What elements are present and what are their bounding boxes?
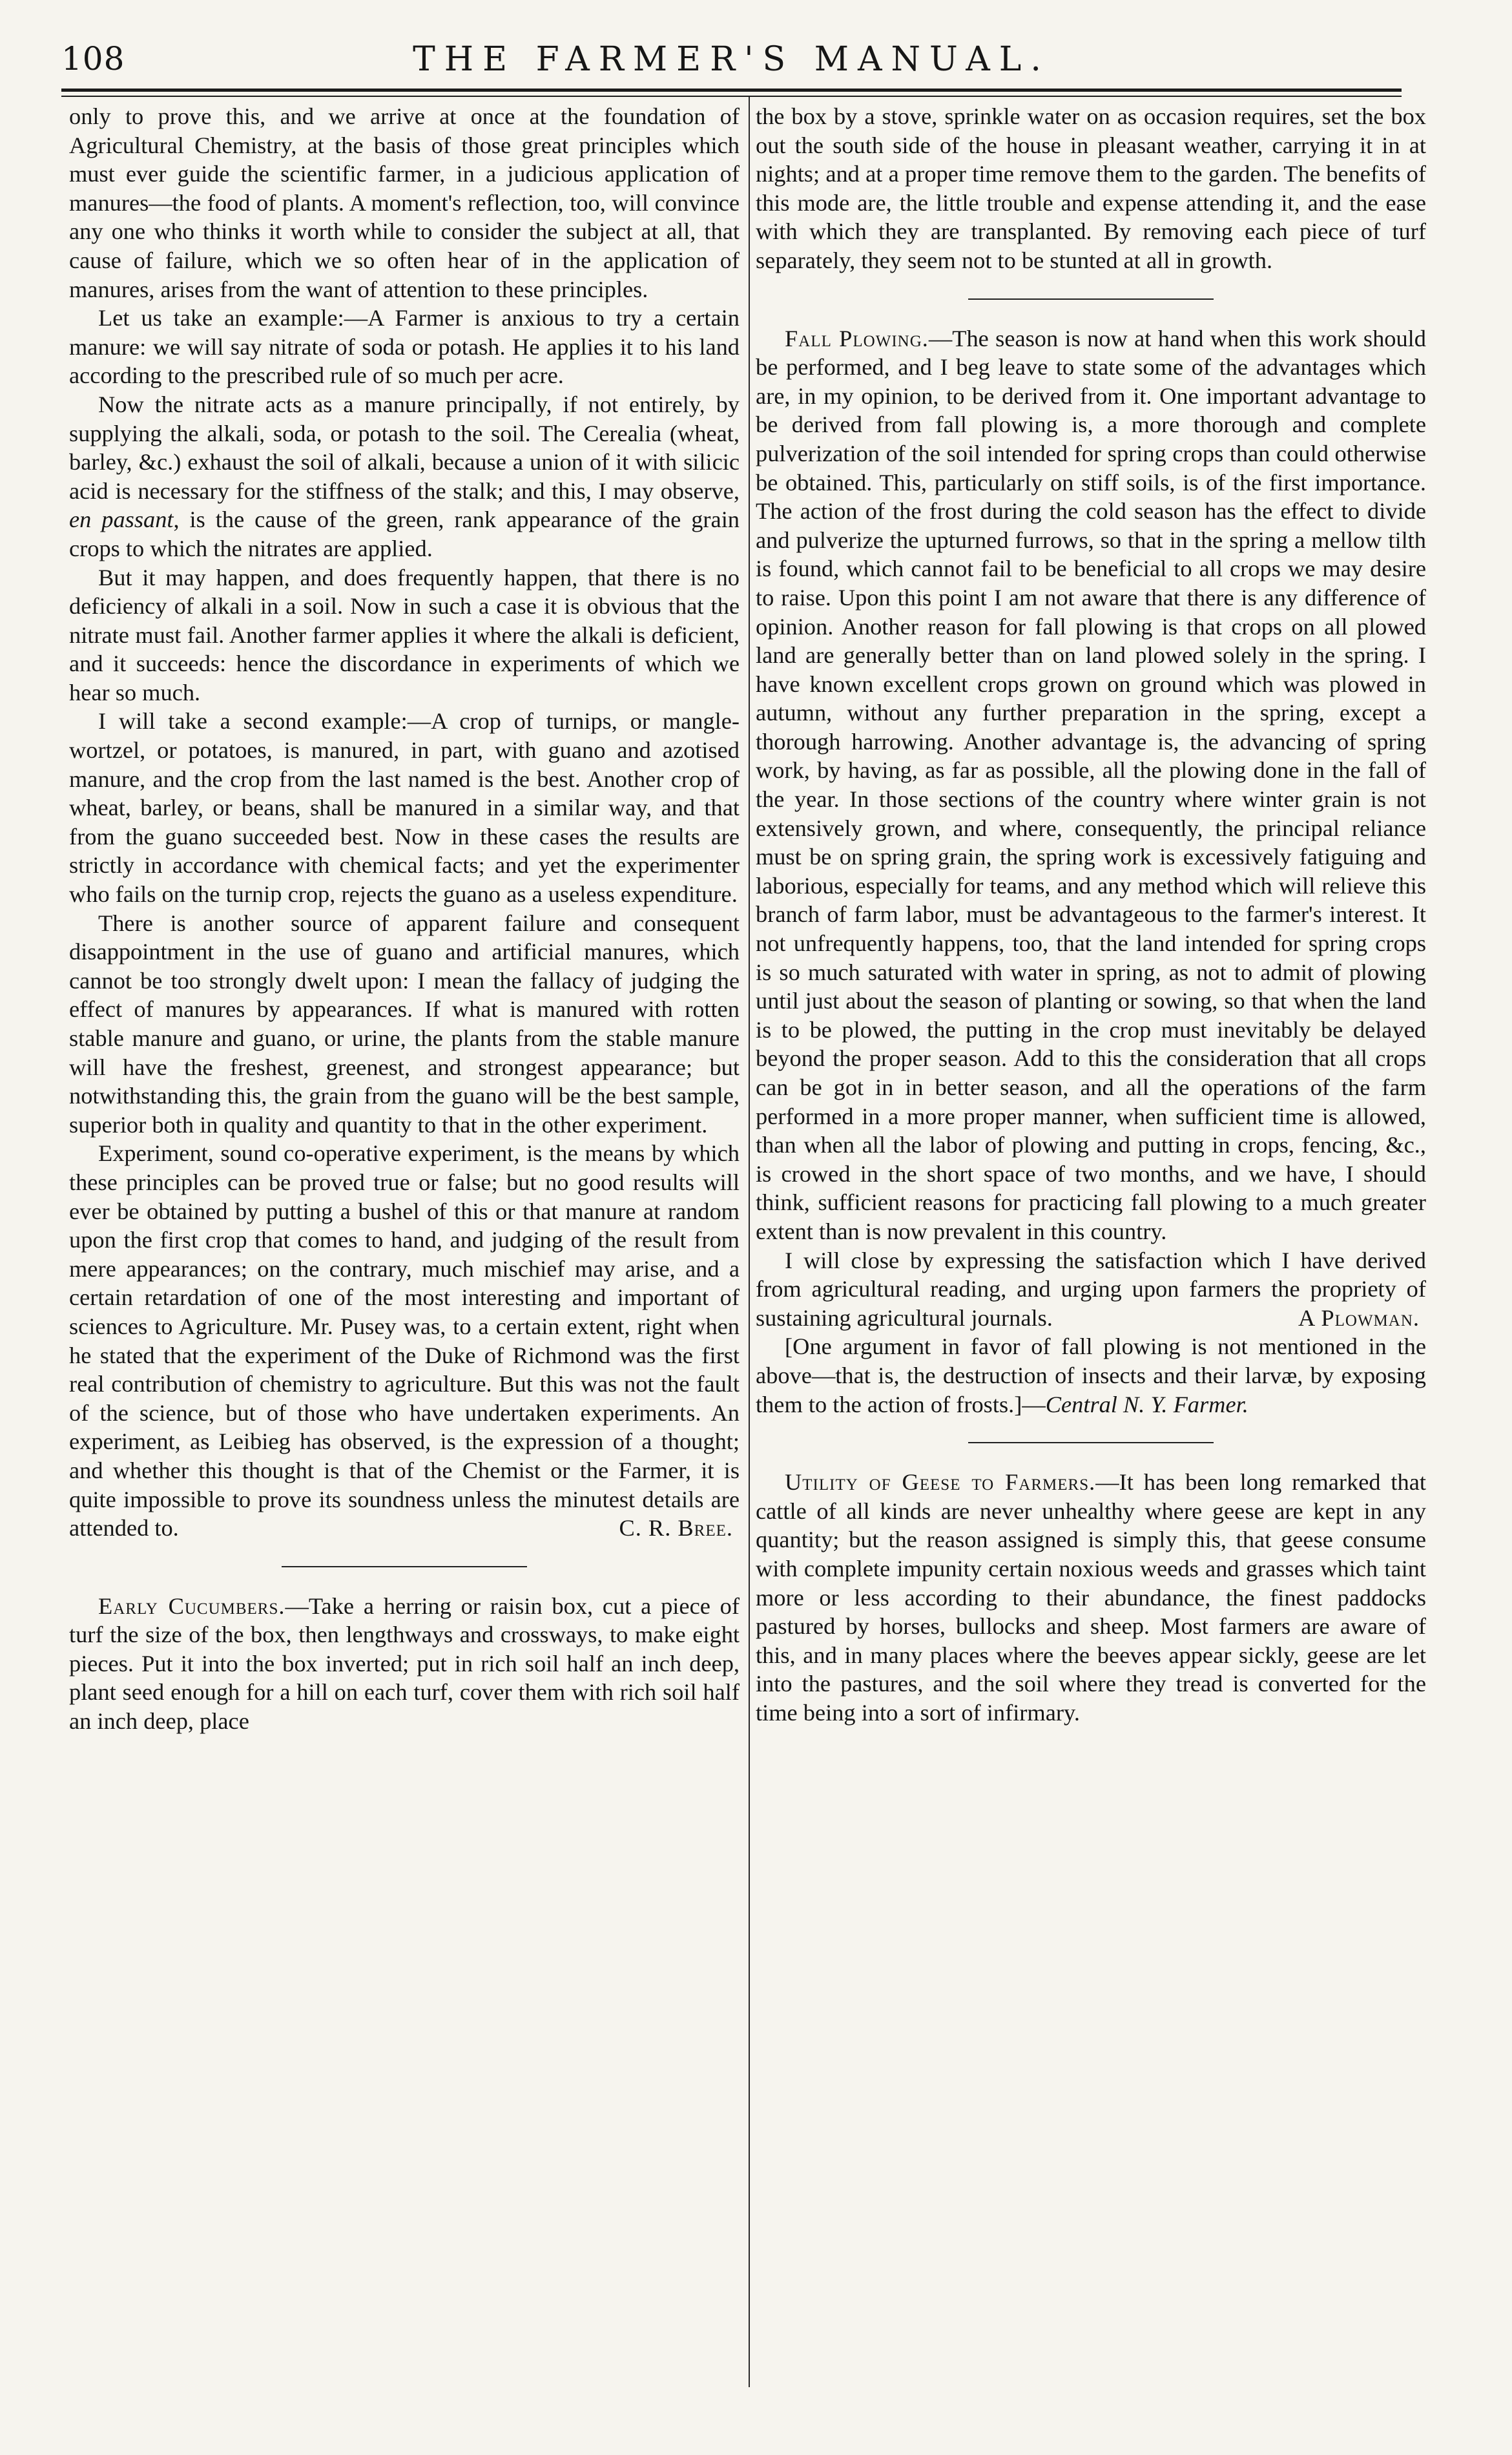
running-title: THE FARMER'S MANUAL. [413,40,1050,79]
column-divider [749,97,750,2387]
article-separator [968,1442,1214,1443]
text-run: [One argument in favor of fall plowing is not mentioned in the above—that is, the destruction of insects and their larvæ, by exposing them to the action of frosts.]— [756,1333,1426,1417]
paragraph: only to prove this, and we arrive at once at the foundation of Agricultural Chemistry, at the basis of those great principles which must ever guide the scientific farmer, in a judicious application of manures—the food of plants. A moment's reflection, too, will convince any one who thinks it worth while to consider the subject at all, that cause of failure, which we so often hear of in the application of manures, arises from the want of attention to these principles. [69,103,740,302]
text-run: —Take a herring or raisin box, cut a piece of turf the size of the box, then lengthways and crossways, to make eight pieces. Put it into the box inverted; put in rich soil half an inch deep, plant seed enough for a hill on each turf, cover them with rich soil half an inch deep, place [69,1593,740,1735]
text-run: —The season is now at hand when this work should be performed, and I beg leave to state some of the advantages which are, in my opinion, to be derived from it. One important advantage to be derived from fall plowing is, a more thorough and complete pulverization of the soil intended for spring crops than could otherwise be obtained. This, particularly on stiff soils, is of the first importance. The action of the frost during the cold season has the effect to divide and pulverize the upturned furrows, so that in the spring a mellow tilth is found, which cannot fail to be beneficial to all crops we may desire to raise. Upon this point I am not aware that there is any difference of opinion. Another reason for fall plowing is that crops on all plowed land are generally better than on land plowed solely in the spring. I have known excellent crops grown on ground which was plowed in autumn, without any further preparation in the spring, except a thorough harrowing. Another advantage is, the advancing of spring work, by having, as far as possible, all the plowing done in the fall of the year. In those sections of the country where winter grain is not extensively grown, and where, consequently, the principal reliance must be on spring grain, the spring work is excessively fatiguing and laborious, especially for teams, and any method which will relieve this branch of farm labor, must be advantageous to the farmer's interest. It not unfrequently happens, too, that the land intended for spring crops is so much saturated with water in spring, as not to admit of plowing until just about the season of planting or sowing, so that when the land is to be plowed, the putting in the crop must inevitably be delayed beyond the proper season. Add to this the consideration that all crops can be got in in better season, and all the operations of the farm performed in a more proper manner, when sufficient time is allowed, than when all the labor of plowing and putting in crops, fencing, &c., is crowed in the short space of two months, and we have, I should think, sufficient reasons for practicing fall plowing to a much greater extent than is now prevalent in this country. [756,325,1426,1244]
author-signature: A Plowman. [1298,1304,1420,1331]
paragraph [69,390,740,563]
article-fall-plowing [756,324,1426,1246]
article-heading: Fall Plowing. [785,325,929,351]
text-run: Experiment, sound co-operative experiment, is the means by which these principles can be proved true or false; but no good results will ever be obtained by putting a bushel of this or that manure at random upon the first crop that comes to hand, and judging of the result from mere appearances; on the contrary, much mischief may arise, and a certain retardation of one of the most interesting and important of sciences to Agriculture. Mr. Pusey was, to a certain extent, right when he stated that the experiment of the Duke of Richmond was the first real contribution of chemistry to agriculture. But this was not the fault of the science, but of those who have undertaken experiments. An experiment, as Leibieg has observed, is the expression of a thought; and whether this thought is that of the Chemist or the Farmer, it is quite impossible to prove its soundness unless the minutest details are attended to. [69,1140,740,1541]
article-early-cucumbers [69,1592,740,1736]
text-run: —It has been long remarked that cattle of all kinds are never unhealthy where geese are kept in any quantity; but the reason assigned is simply this, that geese consume with complete impunity certain noxious weeds and grasses which taint more or less according to their abundance, the finest paddocks pastured by horses, bullocks and sheep. Most farmers are aware of this, and in many places where the beeves appear sickly, geese are let into the pastures, and the soil where they tread is converted for the time being into a sort of infirmary. [756,1469,1426,1726]
author-signature: C. R. Bree. [619,1515,733,1541]
text-run: , is the cause of the green, rank appearance of the grain crops to which the nitrates are applied. [69,507,740,561]
paragraph: But it may happen, and does frequently happen, that there is no deficiency of alkali in a soil. Now in such a case it is obvious that the nitrate must fail. Another farmer applies it where the alkali is deficient, and it succeeds: hence the discordance in experiments of which we hear so much. [69,564,740,705]
article-heading: Utility of Geese to Farmers. [785,1469,1096,1496]
text-run: I will close by expressing the satisfaction which I have derived from agricultural reading, and urging upon farmers the propriety of sustaining agricultural journals. [756,1247,1426,1331]
article-separator [282,1566,527,1567]
source-citation: Central N. Y. Farmer. [1045,1391,1248,1417]
paragraph: Let us take an example:—A Farmer is anxious to try a certain manure: we will say nitrate of soda or potash. He applies it to his land according to the prescribed rule of so much per acre. [69,305,740,389]
article-separator [968,298,1214,300]
article-utility-of-geese [756,1468,1426,1727]
paragraph: There is another source of apparent failure and consequent disappointment in the use of guano and artificial manures, which cannot be too strongly dwelt upon: I mean the fallacy of judging the effect of manures by appearances. If what is manured with rotten stable manure and guano, or urine, the plants from the stable manure will have the freshest, greenest, and strongest appearance; but notwithstanding this, the grain from the guano will be the best sample, superior both in quality and quantity to that in the other experiment. [69,910,740,1138]
italic-phrase: en passant [69,507,174,533]
header-rule-thin [61,96,1402,97]
paragraph [69,1139,740,1542]
paragraph [756,1246,1426,1333]
page-number: 108 [61,40,125,78]
right-column [756,102,1426,1727]
text-run: Now the nitrate acts as a manure principally, if not entirely, by supplying the alkali, soda, or potash to the soil. The Cerealia (wheat, barley, &c.) exhaust the soil of alkali, because a union of it with silicic acid is necessary for the stiffness of the stalk; and this, I may observe, [69,391,740,504]
header-rule-thick [61,89,1402,92]
paragraph: I will take a second example:—A crop of turnips, or mangle-wortzel, or potatoes, is manured, in part, with guano and azotised manure, and the crop from the last named is the best. Another crop of wheat, barley, or beans, shall be manured in a similar way, and that from the guano succeeded best. Now in these cases the results are strictly in accordance with chemical facts; and yet the experimenter who fails on the turnip crop, rejects the guano as a useless expenditure. [69,708,740,908]
paragraph: the box by a stove, sprinkle water on as occasion requires, set the box out the south side of the house in pleasant weather, carrying it in at nights; and at a proper time remove them to the garden. The benefits of this mode are, the little trouble and expense attending it, and the ease with which they are transplanted. By removing each piece of turf separately, they seem not to be stunted at all in growth. [756,103,1426,273]
left-column [69,102,740,1736]
article-heading: Early Cucumbers. [98,1593,285,1619]
page-header [61,37,1402,83]
editor-note [756,1332,1426,1419]
